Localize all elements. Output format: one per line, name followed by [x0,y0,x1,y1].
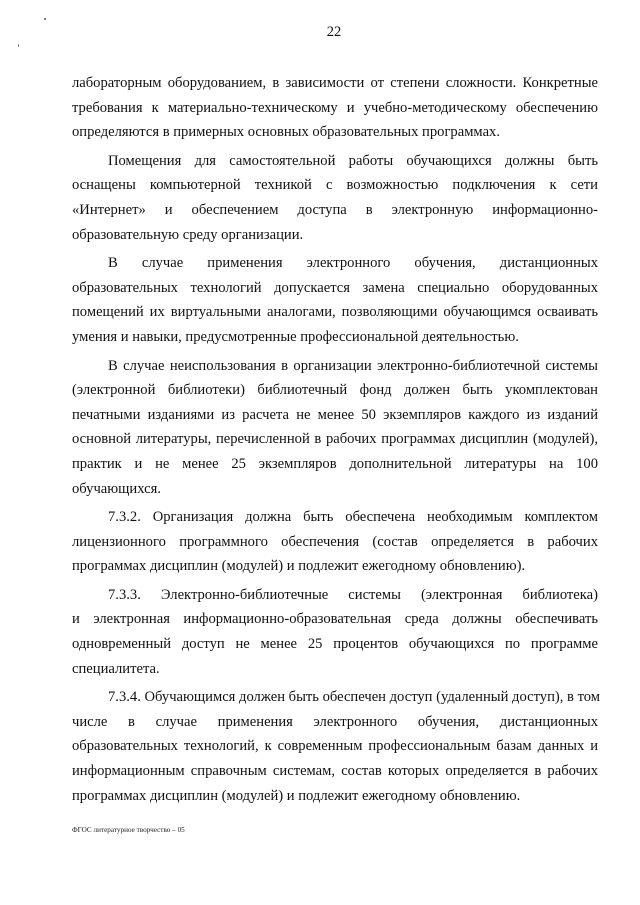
text-line: обучающихся. [72,480,161,497]
paragraph-1 [72,71,598,145]
page-number: 22 [326,24,342,40]
paragraph-6 [72,583,598,681]
paragraph-3 [72,251,598,349]
text-line: определяются в примерных основных образовательных программах. [72,124,500,141]
text-line: числе в случае применения электронного обучения, дистанционных [72,713,598,730]
text-line: и электронная информационно-образовательная среда должны обеспечивать [72,611,598,628]
text-line: 7.3.3. Электронно-библиотечные системы (электронная библиотека) [108,586,598,603]
scan-speck [44,18,46,20]
text-line: программах дисциплин (модулей) и подлежит ежегодному обновлению. [72,787,521,804]
paragraph-2 [72,149,598,247]
text-line: В случае неиспользования в организации электронно-библиотечной системы [108,357,598,374]
text-line: образовательных технологий допускается замена специально оборудованных [72,279,598,296]
text-line: одновременный доступ не менее 25 процентов обучающихся по программе [72,636,598,653]
text-line: умения и навыки, предусмотренные профессиональной деятельностью. [72,328,519,345]
text-line: (электронной библиотеки) библиотечный фонд должен быть укомплектован [72,382,598,399]
paragraph-4 [72,354,598,502]
text-line: информационным справочным системам, состав которых определяется в рабочих [72,763,598,780]
text-line: Помещения для самостоятельной работы обучающихся должны быть [108,152,598,169]
footer-note: ФГОС литературное творчество – 05 [72,826,185,834]
text-line: требования к материально-техническому и учебно-методическому обеспечению [72,99,598,116]
scan-speck [18,44,19,47]
text-line: помещений их виртуальными аналогами, позволяющими обучающимся осваивать [72,304,598,321]
text-line: практик и не менее 25 экземпляров дополнительной литературы на 100 [72,455,598,472]
text-line: 7.3.4. Обучающимся должен быть обеспечен доступ (удаленный доступ), в том [108,689,601,706]
text-line: лабораторным оборудованием, в зависимости от степени сложности. Конкретные [72,75,598,91]
text-line: печатными изданиями из расчета не менее 50 экземпляров каждого из изданий [72,406,598,423]
text-line: В случае применения электронного обучения, дистанционных [108,255,598,272]
text-line: 7.3.2. Организация должна быть обеспечена необходимым комплектом [108,509,598,526]
text-line: программах дисциплин (модулей) и подлежит ежегодному обновлению). [72,558,526,575]
body-text [72,71,601,808]
text-line: основной литературы, перечисленной в рабочих программах дисциплин (модулей), [72,431,598,448]
text-line: образовательных технологий, к современным профессиональным базам данных и [72,738,598,755]
paragraph-5 [72,505,598,579]
paragraph-7 [72,685,601,808]
text-line: специалитета. [72,660,160,677]
text-line: «Интернет» и обеспечением доступа в электронную информационно- [72,201,598,218]
text-line: образовательную среду организации. [72,226,304,243]
text-line: лицензионного программного обеспечения (состав определяется в рабочих [72,533,598,550]
text-line: оснащены компьютерной техникой с возможностью подключения к сети [72,177,598,194]
